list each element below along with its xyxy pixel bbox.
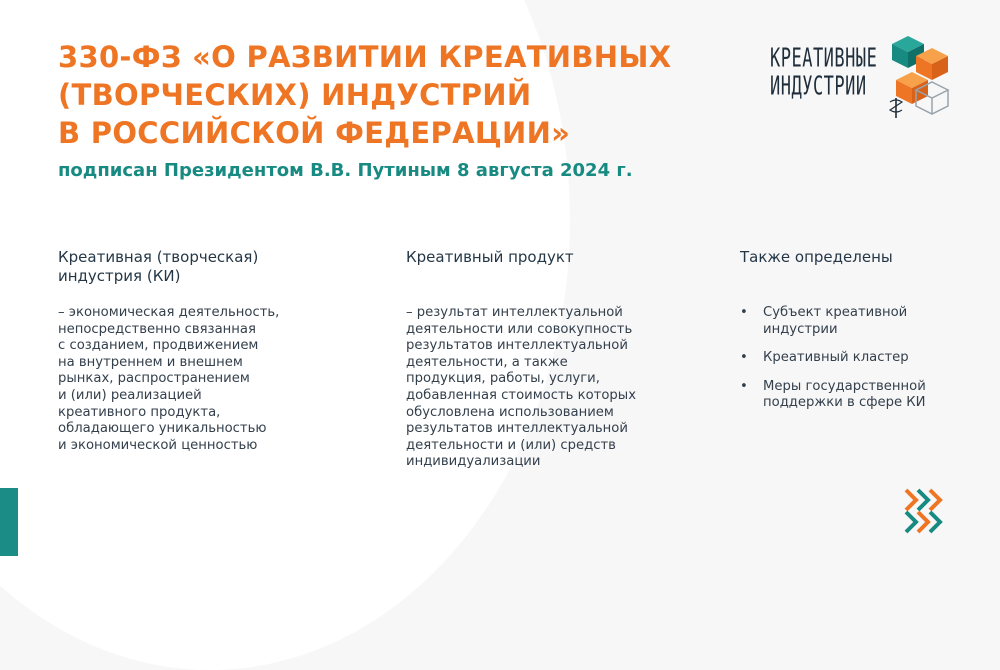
chevrons-icon <box>900 486 944 536</box>
cubes-logo-icon <box>888 32 950 120</box>
title-line: (ТВОРЧЕСКИХ) ИНДУСТРИЙ <box>58 78 532 112</box>
title-line: 330-ФЗ «О РАЗВИТИИ КРЕАТИВНЫХ <box>58 40 672 74</box>
title-line: В РОССИЙСКОЙ ФЕДЕРАЦИИ» <box>58 116 571 150</box>
defined-terms-list <box>740 305 990 412</box>
also-defined <box>740 248 990 424</box>
column-heading: Креативный продукт <box>406 248 574 266</box>
page-title <box>58 38 758 152</box>
column-body: – результат интеллектуальной деятельности или совокупность результатов интеллектуальной деятельности, а также продукция, работы, услуги, добавленная стоимость которых обусловлена использованием результатов интеллектуальной деятельности и (или) средств индивидуализации <box>406 305 637 470</box>
column-heading: Креативная (творческая) индустрия (КИ) <box>58 248 259 285</box>
logo-text-line2: ИНДУСТРИИ <box>770 72 867 102</box>
column-body: – экономическая деятельность, непосредственно связанная с созданием, продвижением на внутреннем и внешнем рынках, распространением и (или) реализацией креативного продукта, обладающего уникальностью и экономической ценностью <box>58 305 280 453</box>
logo-text-line1: КРЕАТИВНЫЕ <box>770 44 878 74</box>
creative-industries-logo <box>770 32 950 122</box>
page-subtitle: подписан Президентом В.В. Путиным 8 августа 2024 г. <box>58 160 633 181</box>
list-item: • Меры государственной поддержки в сфере КИ <box>740 379 990 412</box>
definition-creative-product <box>406 248 676 471</box>
definition-creative-industry <box>58 248 318 454</box>
list-item: • Креативный кластер <box>740 350 990 367</box>
list-item: • Субъект креативной индустрии <box>740 305 990 338</box>
column-heading: Также определены <box>740 248 893 266</box>
accent-bar <box>0 488 18 556</box>
